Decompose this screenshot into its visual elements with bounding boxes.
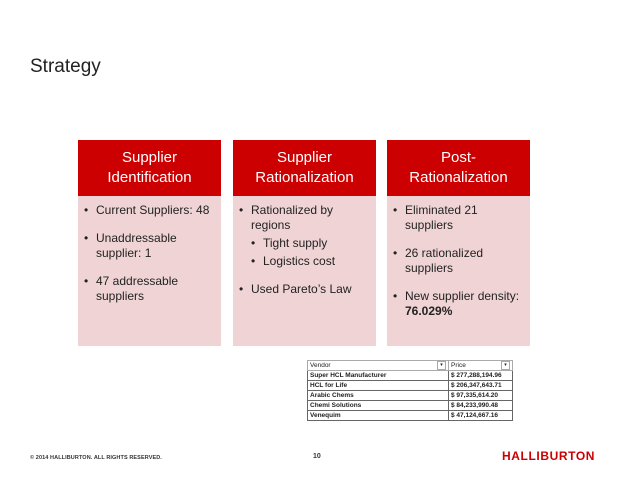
sub-bullet-item: • Logistics cost: [239, 254, 368, 269]
vendor-price-table: [307, 360, 513, 421]
vendor-cell: Super HCL Manufacturer: [308, 371, 449, 381]
density-value: 76.029%: [405, 304, 453, 318]
price-cell: $ 97,335,614.20: [449, 391, 513, 401]
filter-dropdown-icon[interactable]: ▾: [437, 361, 446, 370]
vendor-cell: HCL for Life: [308, 381, 449, 391]
heading-line-2: Rationalization: [409, 169, 508, 186]
bullet-item: • Current Suppliers: 48: [84, 203, 213, 218]
price-cell: $ 277,288,194.96: [449, 371, 513, 381]
table-row: [308, 391, 513, 401]
sub-bullet-item: • Tight supply: [239, 236, 368, 251]
column-heading: [233, 140, 376, 196]
price-cell: $ 206,347,643.71: [449, 381, 513, 391]
heading-line-1: Supplier: [276, 149, 333, 166]
bullet-item: • Unaddressable supplier: 1: [84, 231, 213, 261]
heading-line-1: Supplier: [121, 149, 178, 166]
heading-line-2: Rationalization: [255, 169, 354, 186]
price-cell: $ 84,233,990.48: [449, 401, 513, 411]
column-body: [78, 196, 221, 346]
column-supplier-identification: [78, 140, 221, 346]
column-supplier-rationalization: [233, 140, 376, 346]
price-header[interactable]: Price ▾: [449, 361, 513, 371]
page-number: 10: [313, 453, 321, 460]
heading-line-1: Post-: [440, 149, 476, 166]
table-row: [308, 411, 513, 421]
bullet-item: • Eliminated 21 suppliers: [393, 203, 522, 233]
vendor-cell: Arabic Chems: [308, 391, 449, 401]
halliburton-logo: HALLIBURTON: [502, 449, 596, 463]
footer-copyright: © 2014 HALLIBURTON. ALL RIGHTS RESERVED.: [30, 455, 162, 461]
column-heading: [387, 140, 530, 196]
vendor-cell: Chemi Solutions: [308, 401, 449, 411]
bullet-item: • 26 rationalized suppliers: [393, 246, 522, 276]
vendor-header[interactable]: Vendor ▾: [308, 361, 449, 371]
bullet-item: • 47 addressable suppliers: [84, 274, 213, 304]
table-row: [308, 381, 513, 391]
column-body: [387, 196, 530, 346]
table-row: [308, 371, 513, 381]
bullet-item: [393, 289, 522, 319]
filter-dropdown-icon[interactable]: ▾: [501, 361, 510, 370]
bullet-item: • Used Pareto’s Law: [239, 282, 368, 297]
column-post-rationalization: [387, 140, 530, 346]
slide-title: Strategy: [30, 56, 101, 77]
table-row: [308, 401, 513, 411]
price-cell: $ 47,124,667.16: [449, 411, 513, 421]
column-body: [233, 196, 376, 346]
vendor-cell: Venequim: [308, 411, 449, 421]
bullet-text: New supplier density:: [405, 289, 520, 303]
bullet-item: • Rationalized by regions: [239, 203, 368, 233]
column-heading: [78, 140, 221, 196]
heading-line-2: Identification: [107, 169, 192, 186]
table-header-row: [308, 361, 513, 371]
